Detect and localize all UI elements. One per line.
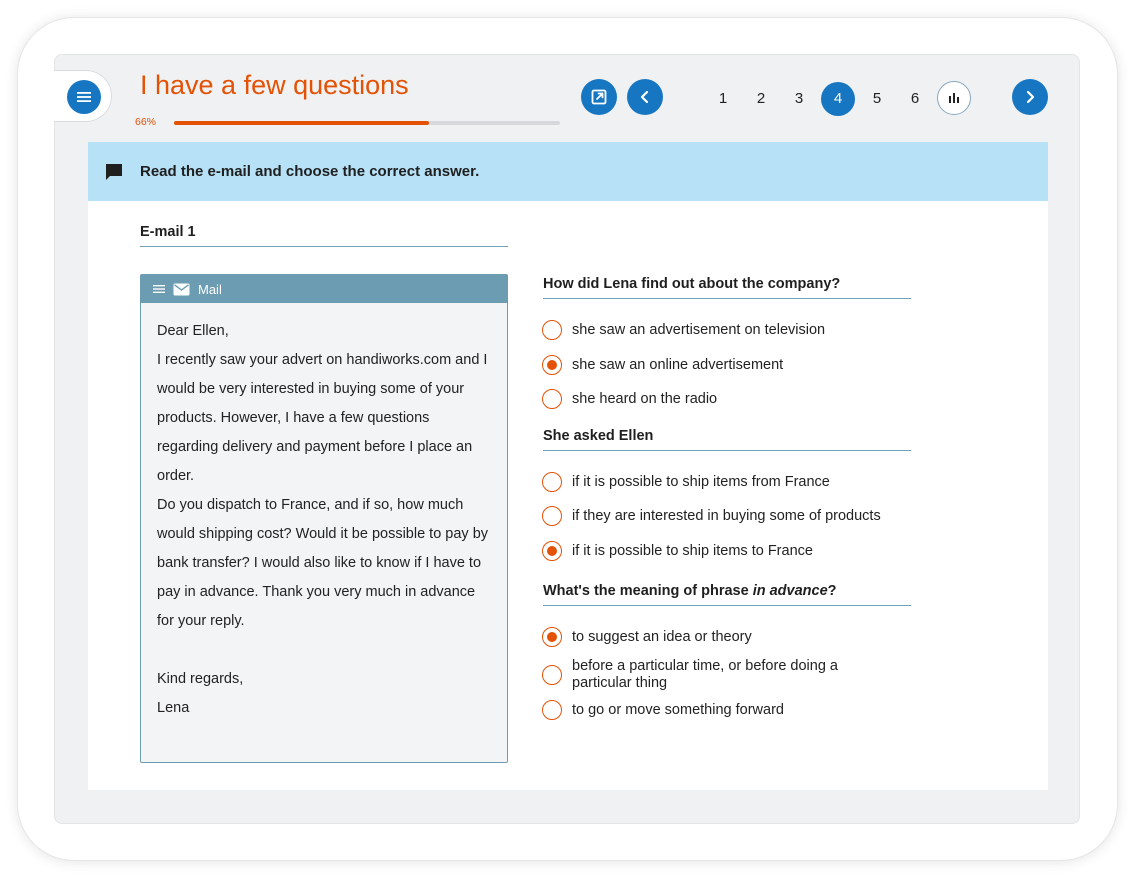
- question-2-prompt: She asked Ellen: [543, 428, 911, 451]
- option-label: if it is possible to ship items from France: [572, 473, 830, 490]
- radio-button[interactable]: [542, 700, 562, 720]
- question-2-option-1[interactable]: [542, 472, 830, 492]
- progress-fill: [174, 121, 429, 125]
- instruction-text: Read the e-mail and choose the correct answer.: [140, 163, 480, 180]
- question-1-option-2[interactable]: [542, 355, 783, 375]
- mail-paragraph: Do you dispatch to France, and if so, how much would shipping cost? Would it be possible to pay by bank transfer? I would also like to know if I have to pay in advance. Thank you very much in advance for your reply.: [157, 497, 489, 629]
- next-button[interactable]: [1012, 79, 1048, 115]
- radio-button-selected[interactable]: [542, 541, 562, 561]
- mail-window: [140, 274, 508, 763]
- radio-button[interactable]: [542, 389, 562, 409]
- envelope-icon: [173, 283, 190, 296]
- progress-bar: [174, 121, 560, 125]
- question-3-option-2[interactable]: [542, 658, 882, 692]
- radio-button-selected[interactable]: [542, 355, 562, 375]
- question-2-option-3[interactable]: [542, 541, 813, 561]
- option-label: to suggest an idea or theory: [572, 628, 752, 645]
- question-1-option-1[interactable]: [542, 320, 825, 340]
- mail-closing: Kind regards,: [157, 671, 244, 687]
- question-1-prompt: How did Lena find out about the company?: [543, 276, 911, 299]
- page-2-button[interactable]: 2: [756, 90, 766, 107]
- hamburger-icon: [76, 90, 92, 104]
- external-link-icon: [590, 88, 608, 106]
- page-4-button[interactable]: 4: [821, 82, 855, 116]
- question-3-option-1[interactable]: [542, 627, 752, 647]
- instruction-banner: [88, 142, 1048, 201]
- page-title: I have a few questions: [140, 70, 409, 100]
- menu-button[interactable]: [67, 80, 101, 114]
- mail-titlebar: [141, 275, 507, 303]
- option-label: if they are interested in buying some of products: [572, 507, 881, 524]
- mail-spacer: [157, 636, 491, 665]
- option-label: she saw an online advertisement: [572, 356, 784, 373]
- page-3-button[interactable]: 3: [794, 90, 804, 107]
- email-heading: E-mail 1: [140, 224, 508, 247]
- radio-button-selected[interactable]: [542, 627, 562, 647]
- chevron-left-icon: [637, 89, 653, 105]
- question-3-prompt-text: What's the meaning of phrase: [543, 583, 753, 599]
- mail-signature: Lena: [157, 700, 190, 716]
- hamburger-icon: [153, 284, 165, 294]
- question-3-prompt: [543, 583, 911, 606]
- option-label: before a particular time, or before doing a particular thing: [572, 658, 838, 691]
- results-button[interactable]: [937, 81, 971, 115]
- option-label: she saw an advertisement on television: [572, 321, 826, 338]
- option-label: to go or move something forward: [572, 701, 784, 718]
- radio-button[interactable]: [542, 506, 562, 526]
- question-3-prompt-emphasis: in advance: [752, 583, 828, 599]
- radio-button[interactable]: [542, 472, 562, 492]
- progress-label: 66%: [135, 116, 157, 128]
- mail-app-label: Mail: [198, 281, 222, 297]
- page-1-button[interactable]: 1: [718, 90, 728, 107]
- mail-greeting: Dear Ellen,: [157, 323, 229, 339]
- question-1-option-3[interactable]: [542, 389, 717, 409]
- previous-button[interactable]: [627, 79, 663, 115]
- chevron-right-icon: [1022, 89, 1038, 105]
- bar-chart-icon: [947, 91, 961, 105]
- question-3-option-3[interactable]: [542, 700, 784, 720]
- radio-button[interactable]: [542, 665, 562, 685]
- question-3-prompt-end: ?: [827, 583, 837, 599]
- mail-paragraph: I recently saw your advert on handiworks.com and I would be very interested in buying some of your products. However, I have a few questions regarding delivery and payment before I place an order.: [157, 352, 488, 484]
- mail-body: [141, 303, 507, 723]
- option-label: if it is possible to ship items to France: [572, 542, 813, 559]
- speech-bubble-icon: [105, 163, 123, 181]
- radio-button[interactable]: [542, 320, 562, 340]
- page-5-button[interactable]: 5: [872, 90, 882, 107]
- page-6-button[interactable]: 6: [910, 90, 920, 107]
- question-2-option-2[interactable]: [542, 506, 881, 526]
- option-label: she heard on the radio: [572, 390, 718, 407]
- open-external-button[interactable]: [581, 79, 617, 115]
